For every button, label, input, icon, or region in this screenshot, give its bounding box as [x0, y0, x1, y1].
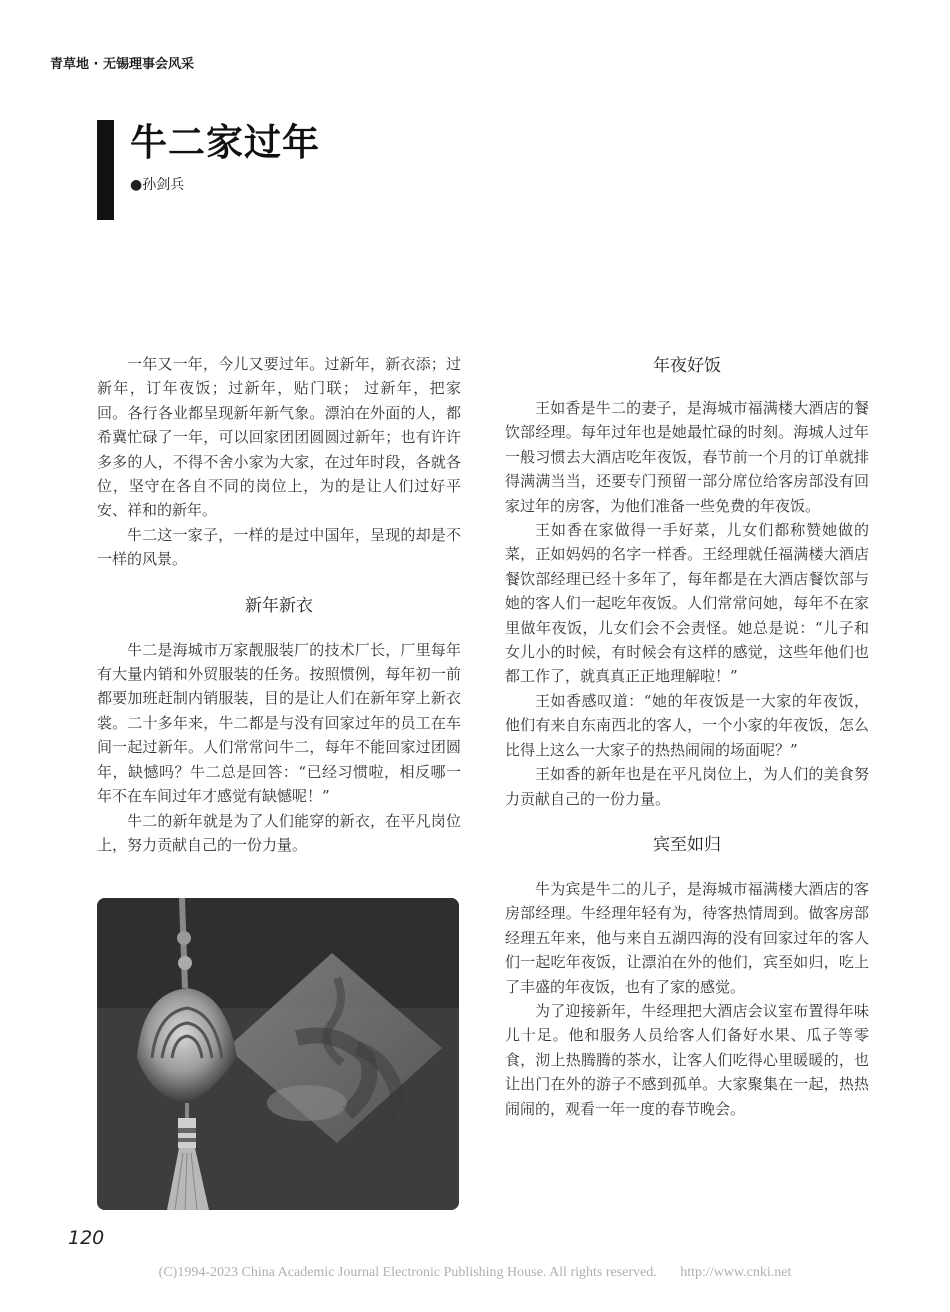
section-heading-new-clothes: 新年新衣 — [245, 595, 313, 616]
page-number: 120 — [68, 1227, 105, 1249]
copyright-text: (C)1994-2023 China Academic Journal Electronic Publishing House. All rights reserved. — [158, 1265, 657, 1280]
right-column — [505, 352, 869, 1121]
body-paragraph: 王如香是牛二的妻子，是海城市福满楼大酒店的餐饮部经理。每年过年也是她最忙碌的时刻。海城人过年一般习惯去大酒店吃年夜饭，春节前一个月的订单就排得满满当当，还要专门预留一部分席位给客房部没有回家过年的房客，为他们准备一些免费的年夜饭。 — [505, 399, 869, 515]
intro-paragraph: 牛二这一家子，一样的是过中国年，呈现的却是不一样的风景。 — [97, 525, 461, 569]
body-paragraph: 牛为宾是牛二的儿子，是海城市福满楼大酒店的客房部经理。牛经理年轻有为，待客热情周到。做客房部经理五年来，他与来自五湖四海的没有回家过年的客人们一起吃年夜饭，让漂泊在外的他们，宾至如归，吃上了丰盛的年夜饭，也有了家的感觉。 — [505, 879, 869, 996]
title-accent-bar — [97, 120, 114, 220]
body-paragraph: 为了迎接新年，牛经理把大酒店会议室布置得年味儿十足。他和服务人员给客人们备好水果、瓜子等零食，沏上热腾腾的茶水，让客人们吃得心里暖暖的，也让出门在外的游子不感到孤单。大家聚集在一起，热热闹闹的，观看一年一度的春节晚会。 — [505, 1001, 869, 1118]
section-heading-new-year-dinner: 年夜好饭 — [653, 356, 721, 376]
body-paragraph: 牛二的新年就是为了人们能穿的新衣，在平凡岗位上，努力贡献自己的一份力量。 — [97, 811, 461, 854]
article-title: 牛二家过年 — [130, 120, 320, 164]
section-heading-feel-at-home: 宾至如归 — [653, 834, 721, 855]
copyright-footer — [0, 1265, 950, 1281]
journal-column-header: 青草地 · 无锡理事会风采 — [50, 57, 194, 72]
body-paragraph: 牛二是海城市万家靓服装厂的技术厂长，厂里每年有大量内销和外贸服装的任务。按照惯例，每年初一前都要加班赶制内销服装，目的是让人们在新年穿上新衣裳。二十多年来，牛二都是与没有回家过年的员工在车间一起过新年。人们常常问牛二，每年不能回家过团圆年，缺憾吗？牛二总是回答：“已经习惯啦，相反哪一年不在车间过年才感觉有缺憾呢！” — [97, 640, 461, 806]
article-author: ●孙剑兵 — [130, 177, 185, 193]
left-column — [97, 352, 461, 857]
body-paragraph: 王如香感叹道：“她的年夜饭是一大家的年夜饭，他们有来自东南西北的客人，一个小家的年夜饭，怎么比得上这么一大家子的热热闹闹的场面呢？” — [505, 691, 869, 759]
body-paragraph: 王如香在家做得一手好菜，儿女们都称赞她做的菜，正如妈妈的名字一样香。王经理就任福满楼大酒店餐饮部经理已经十多年了，每年都是在大酒店餐饮部与她的客人们一起吃年夜饭。人们常常问她，每年不在家里做年夜饭，儿女们会不会责怪。她总是说：“儿子和女儿小的时候，有时候会有这样的感觉，这些年他们也都工作了，就真真正正地理解啦！” — [505, 521, 869, 686]
cnki-link[interactable]: http://www.cnki.net — [680, 1265, 792, 1280]
chinese-knot-tassel-photo — [97, 898, 459, 1210]
intro-paragraph: 一年又一年，今儿又要过年。过新年，新衣添；过新年，订年夜饭；过新年，贴门联； 过新年，把家回。各行各业都呈现新年新气象。漂泊在外面的人，都希冀忙碌了一年，可以回家团团圆圆过新年；也有许许多多的人，不得不舍小家为大家，在过年时段，各就各位，坚守在各自不同的岗位上，为的是让人们过好平安、祥和的新年。 — [97, 355, 461, 520]
body-paragraph: 王如香的新年也是在平凡岗位上，为人们的美食努力贡献自己的一份力量。 — [505, 765, 869, 808]
